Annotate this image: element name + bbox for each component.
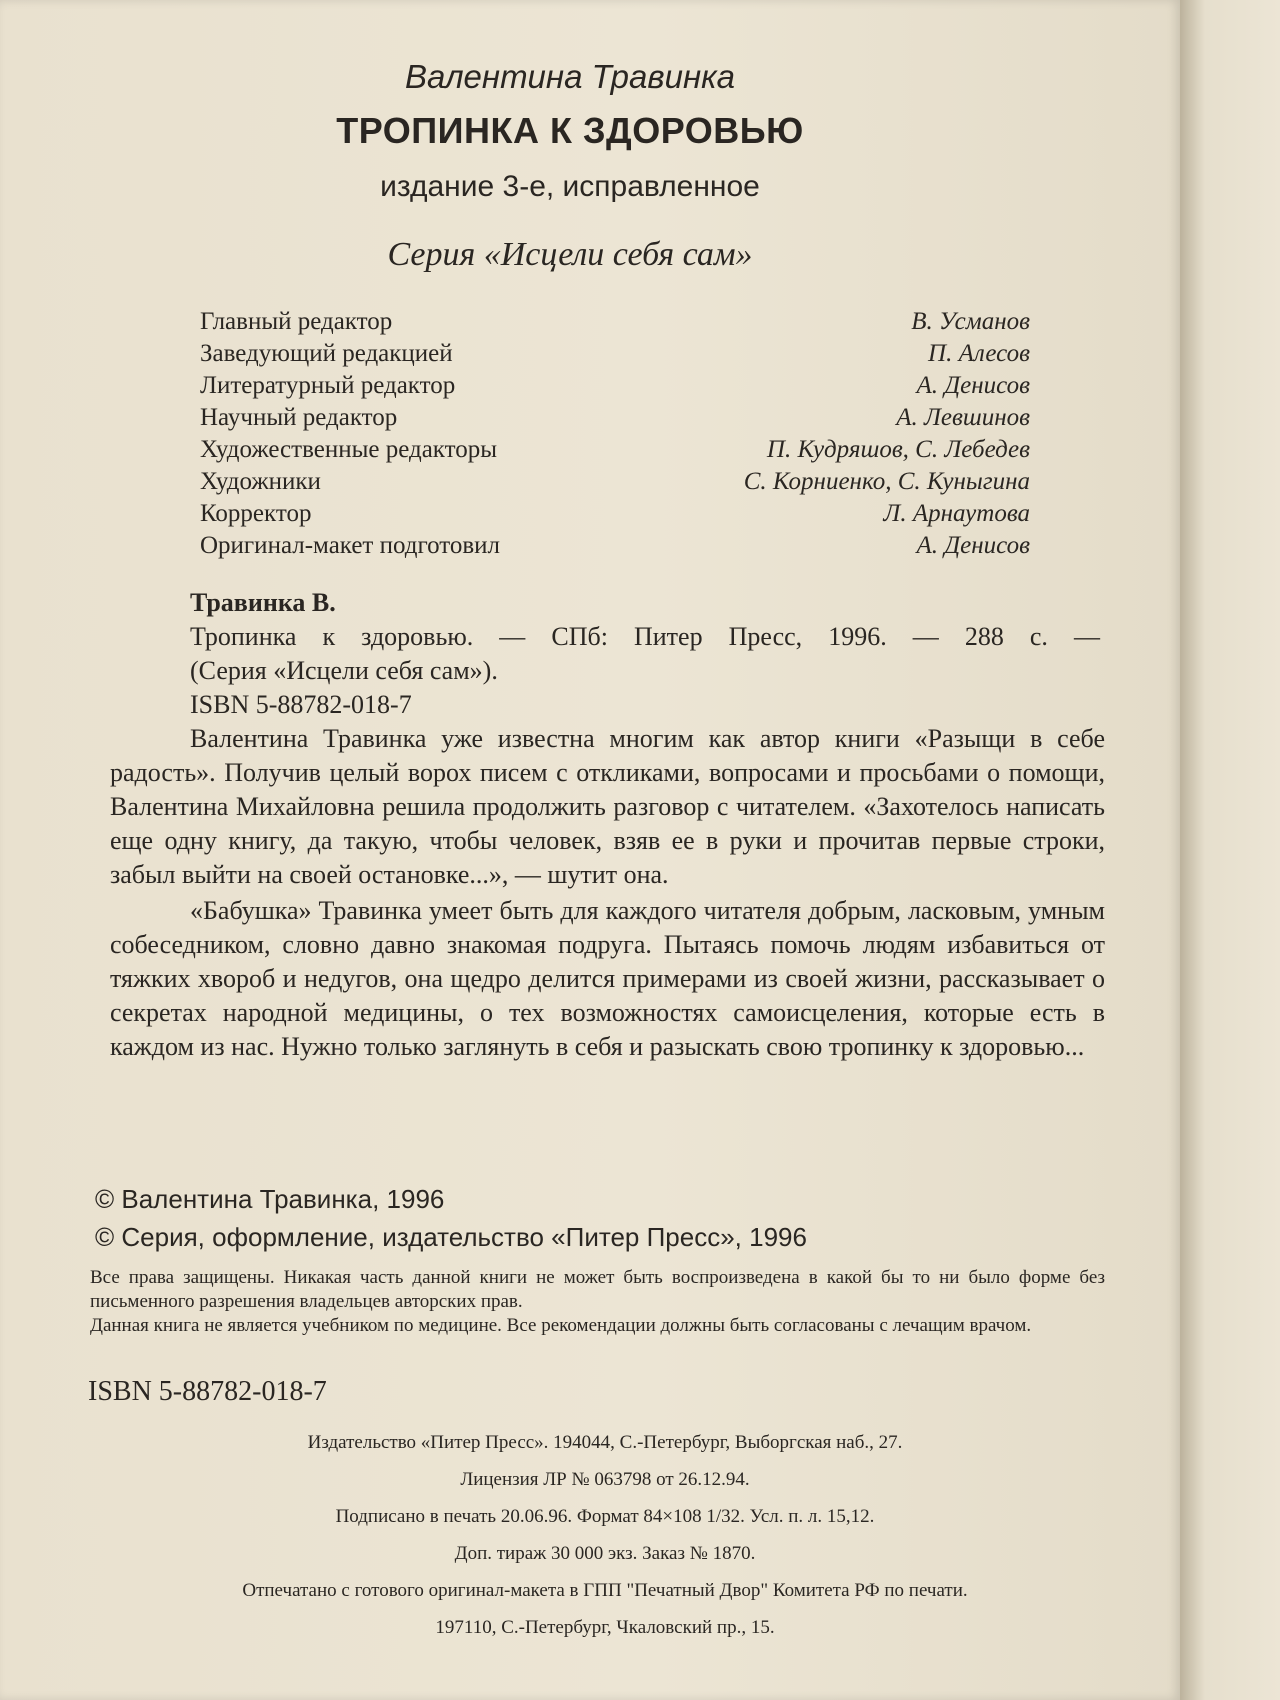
imprint-line: Доп. тираж 30 000 экз. Заказ № 1870. bbox=[454, 1543, 756, 1564]
credit-role: Главный редактор bbox=[200, 308, 393, 335]
bibliographic-record bbox=[190, 586, 1100, 722]
bib-author: Травинка В. bbox=[190, 588, 336, 617]
credit-role: Корректор bbox=[200, 500, 312, 527]
copyright-line: © Валентина Травинка, 1996 bbox=[95, 1184, 445, 1214]
credit-name: А. Денисов bbox=[916, 372, 1030, 399]
credit-name: С. Корниенко, С. Куныгина bbox=[743, 468, 1030, 495]
credit-row bbox=[200, 340, 1030, 372]
imprint-line: Отпечатано с готового оригинал-макета в ГПП "Печатный Двор" Комитета РФ по печати. bbox=[242, 1580, 968, 1601]
credit-row bbox=[200, 500, 1030, 532]
credit-row bbox=[200, 468, 1030, 500]
credit-role: Научный редактор bbox=[200, 404, 398, 431]
rights-notice bbox=[90, 1266, 1105, 1338]
imprint-line: Лицензия ЛР № 063798 от 26.12.94. bbox=[460, 1469, 750, 1490]
credit-name: П. Кудряшов, С. Лебедев bbox=[766, 436, 1030, 463]
imprint-line: 197110, С.-Петербург, Чкаловский пр., 15. bbox=[435, 1617, 775, 1638]
isbn: ISBN 5-88782-018-7 bbox=[88, 1376, 327, 1407]
credits-list bbox=[200, 308, 1030, 564]
book-author: Валентина Травинка bbox=[404, 58, 736, 95]
credit-name: П. Алесов bbox=[928, 340, 1030, 367]
adjacent-page-edge bbox=[1180, 0, 1280, 1700]
bib-series: (Серия «Исцели себя сам»). bbox=[190, 656, 498, 685]
bib-isbn: ISBN 5-88782-018-7 bbox=[190, 690, 412, 719]
credit-role: Художественные редакторы bbox=[200, 436, 498, 463]
annotation bbox=[110, 722, 1105, 1066]
rights-line: Данная книга не является учебником по медицине. Все рекомендации должны быть согласованы с лечащим врачом. bbox=[90, 1315, 1032, 1336]
credit-role: Литературный редактор bbox=[200, 372, 456, 399]
credit-row bbox=[200, 532, 1030, 564]
credit-row bbox=[200, 436, 1030, 468]
book-title: ТРОПИНКА К ЗДОРОВЬЮ bbox=[336, 110, 804, 151]
credit-role: Художники bbox=[200, 468, 321, 495]
rights-line: Все права защищены. Никакая часть данной книги не может быть воспроизведена в какой бы то ни было форме без письменного разрешения владельцев авторских прав. bbox=[90, 1267, 1105, 1312]
credit-name: А. Денисов bbox=[916, 532, 1030, 559]
credit-row bbox=[200, 308, 1030, 340]
copyright-block bbox=[95, 1180, 1095, 1256]
credit-name: Л. Арнаутова bbox=[883, 500, 1030, 527]
bib-description: Тропинка к здоровью. — СПб: Питер Пресс, 1996. — 288 с. — bbox=[190, 622, 1100, 651]
imprint-block bbox=[100, 1424, 1110, 1646]
credit-row bbox=[200, 372, 1030, 404]
imprint-line: Подписано в печать 20.06.96. Формат 84×108 1/32. Усл. п. л. 15,12. bbox=[335, 1506, 875, 1527]
book-edition: издание 3-е, исправленное bbox=[380, 170, 760, 203]
credit-name: А. Левшинов bbox=[896, 404, 1030, 431]
copyright-line: © Серия, оформление, издательство «Питер Пресс», 1996 bbox=[95, 1222, 807, 1252]
annotation-paragraph: Валентина Травинка уже известна многим как автор книги «Разыщи в себе радость». Получив целый ворох писем с откликами, вопросами и просьбами о помощи, Валентина Михайловна решила продолжить разговор с читателем. «Захотелось написать еще одну книгу, да такую, чтобы человек, взяв ее в руки и прочитав первые строки, забыл выйти на своей остановке...», — шутит она. bbox=[110, 724, 1105, 889]
annotation-paragraph: «Бабушка» Травинка умеет быть для каждого читателя добрым, ласковым, умным собеседником, словно давно знакомая подруга. Пытаясь помочь людям избавиться от тяжких хвороб и недугов, она щедро делится примерами из своей жизни, рассказывает о секретах народной медицины, о тех возможностях самоисцеления, которые есть в каждом из нас. Нужно только заглянуть в себя и разыскать свою тропинку к здоровью... bbox=[110, 896, 1105, 1061]
credit-row bbox=[200, 404, 1030, 436]
credit-name: В. Усманов bbox=[911, 308, 1030, 335]
book-series: Серия «Исцели себя сам» bbox=[387, 236, 753, 273]
credit-role: Заведующий редакцией bbox=[200, 340, 453, 367]
credit-role: Оригинал-макет подготовил bbox=[200, 532, 501, 559]
imprint-line: Издательство «Питер Пресс». 194044, С.-Петербург, Выборгская наб., 27. bbox=[307, 1432, 903, 1453]
